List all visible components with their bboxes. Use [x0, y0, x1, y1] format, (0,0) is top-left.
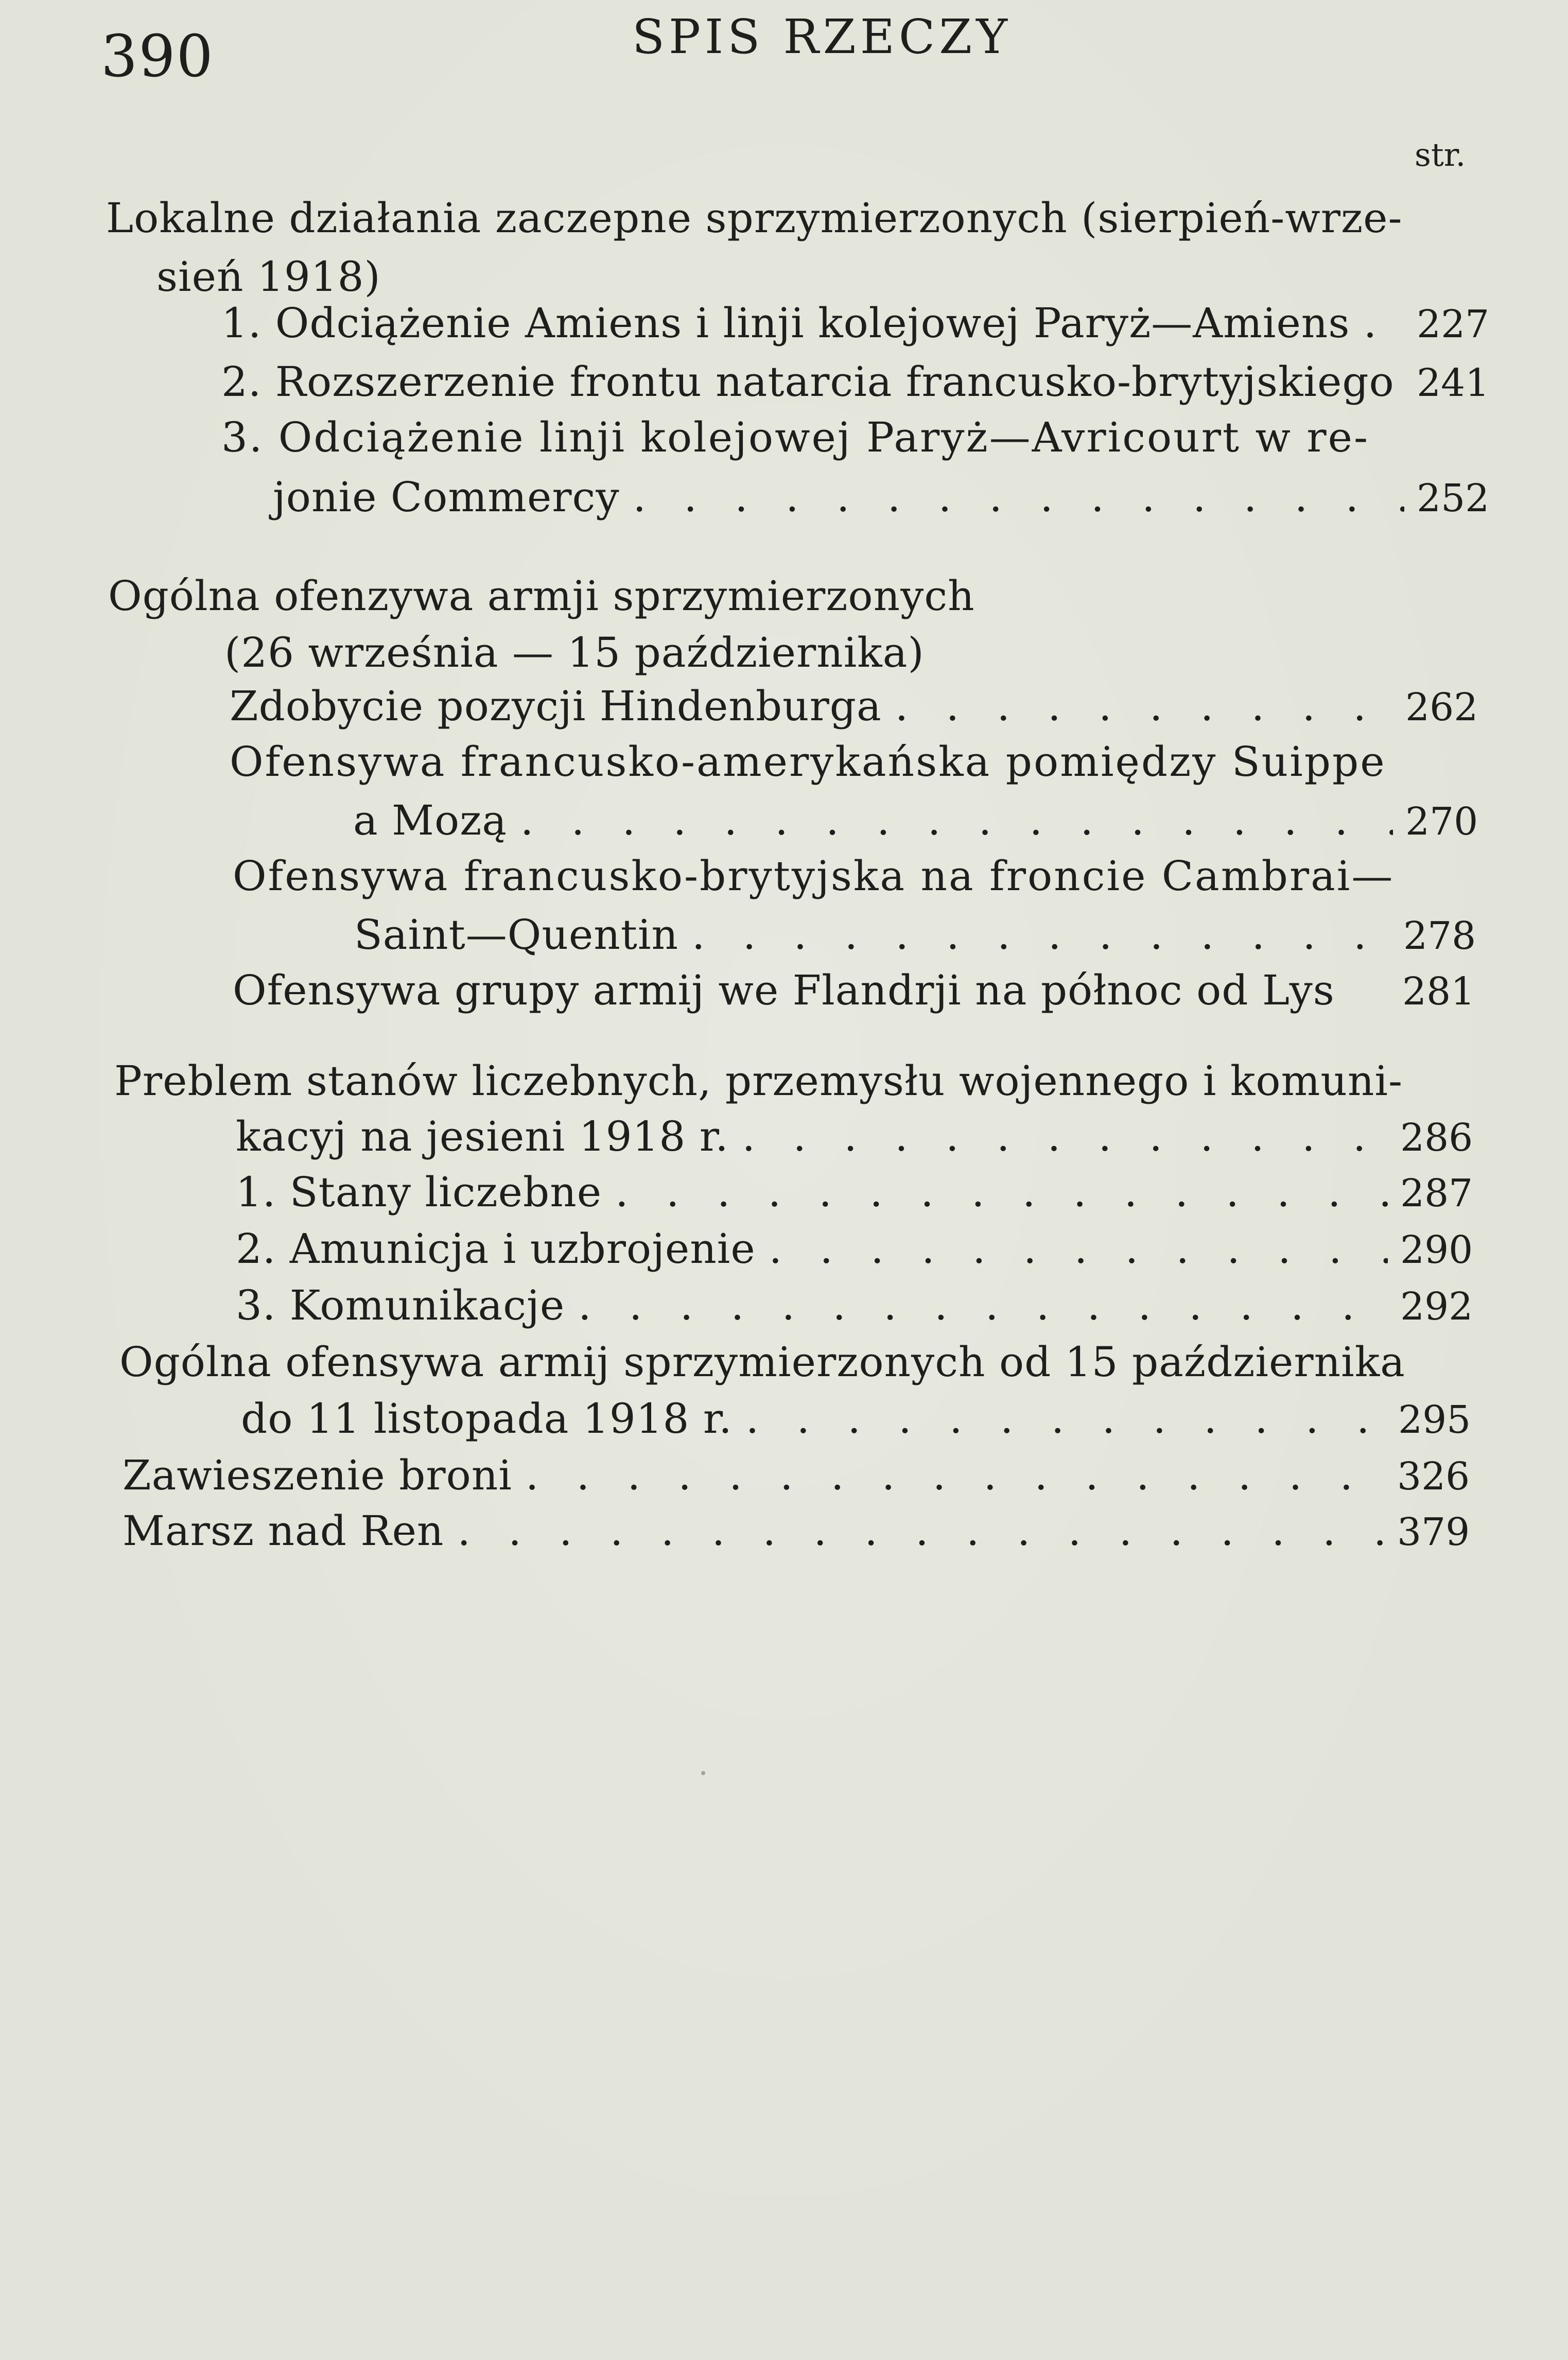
toc-page-number: 295 [1398, 1398, 1471, 1442]
toc-section-heading [114, 1052, 1453, 1110]
toc-entry-text: 2. Rozszerzenie frontu natarcia francusko-brytyjskiego [221, 358, 1395, 406]
toc-entry-text: Saint—Quentin [354, 911, 678, 959]
toc-section-heading-continuation [224, 624, 1460, 682]
dot-leader [895, 678, 1393, 735]
dot-leader [578, 1277, 1388, 1334]
toc-entry-text: jonie Commercy [273, 473, 620, 521]
toc-heading-text: do 11 listopada 1918 r. [241, 1395, 733, 1443]
toc-entry-text: Ofensywa francusko-brytyjska na froncie Cambrai— [233, 852, 1395, 900]
toc-entry-continuation [273, 468, 1490, 526]
toc-section-heading [119, 1333, 1478, 1391]
toc-heading-text: sień 1918) [156, 253, 381, 301]
toc-heading-text: (26 września — 15 października) [224, 629, 925, 676]
dot-leader [746, 1390, 1386, 1448]
paper-speck [701, 1771, 705, 1775]
toc-page-number: 241 [1417, 361, 1490, 405]
toc-section-heading-continuation [241, 1390, 1471, 1448]
toc-entry [233, 962, 1475, 1019]
toc-page-number: 286 [1400, 1116, 1473, 1160]
toc-heading-text: Lokalne działania zaczepne sprzymierzonych (sierpień-wrze- [106, 194, 1403, 242]
toc-section-heading-continuation [236, 1108, 1473, 1166]
toc-entry-text: 3. Odciążenie linji kolejowej Paryż—Avricourt w re- [221, 413, 1370, 461]
toc-entry-text: 3. Komunikacje [236, 1281, 565, 1329]
toc-section-heading [106, 189, 1426, 247]
toc-entry-text: Ofensywa grupy armij we Flandrji na północ od Lys [233, 966, 1335, 1014]
toc-entry [221, 409, 1405, 466]
toc-page-number: 287 [1400, 1171, 1473, 1216]
toc-entry-continuation [353, 792, 1478, 849]
toc-entry [236, 1164, 1473, 1221]
toc-entry [230, 678, 1478, 735]
toc-entry-text: Zdobycie pozycji Hindenburga [230, 682, 882, 730]
toc-section-heading [123, 1502, 1470, 1560]
dot-leader [742, 1108, 1388, 1166]
toc-page-number: 290 [1400, 1228, 1473, 1272]
toc-entry-text: Ofensywa francusko-amerykańska pomiędzy Suippe [230, 738, 1386, 786]
toc-entry-text: 2. Amunicja i uzbrojenie [236, 1225, 756, 1273]
dot-leader [615, 1164, 1388, 1221]
page-number: 390 [101, 23, 214, 90]
toc-page-number: 326 [1397, 1454, 1470, 1499]
dot-leader [457, 1502, 1385, 1560]
toc-section-heading [123, 1447, 1470, 1504]
toc-entry [221, 353, 1490, 411]
toc-heading-text: Zawieszenie broni [123, 1451, 512, 1499]
dot-leader [769, 1220, 1388, 1278]
toc-entry [236, 1220, 1473, 1278]
toc-entry [236, 1277, 1473, 1334]
toc-page-number: 379 [1397, 1510, 1470, 1554]
toc-page-number: 262 [1405, 685, 1478, 730]
toc-heading-text: Ogólna ofenzywa armji sprzymierzonych [108, 572, 975, 620]
dot-leader [520, 792, 1393, 849]
toc-page-number: 252 [1417, 476, 1490, 520]
toc-page-number: 278 [1403, 914, 1476, 958]
toc-entry-text: a Mozą [353, 796, 508, 844]
dot-leader [692, 906, 1391, 964]
running-title: SPIS RZECZY [632, 9, 1012, 64]
toc-heading-text: Preblem stanów liczebnych, przemysłu wojennego i komuni- [114, 1057, 1403, 1105]
toc-entry-continuation [354, 906, 1476, 964]
toc-page-number: 227 [1417, 302, 1490, 346]
toc-entry [221, 294, 1490, 352]
toc-section-heading [108, 567, 1447, 625]
page-column-label: str. [1415, 136, 1466, 173]
toc-heading-text: Marsz nad Ren [123, 1507, 444, 1555]
toc-entry-text: 1. Stany liczebne [236, 1168, 602, 1216]
toc-page-number: 292 [1400, 1285, 1473, 1329]
toc-heading-text: Ogólna ofensywa armij sprzymierzonych od 15 października [119, 1338, 1405, 1386]
toc-entry [230, 733, 1408, 791]
dot-leader [633, 468, 1404, 526]
toc-entry [233, 847, 1412, 905]
dot-leader [526, 1447, 1385, 1504]
toc-page-number: 270 [1405, 800, 1478, 844]
toc-page-number: 281 [1402, 969, 1475, 1014]
toc-heading-text: kacyj na jesieni 1918 r. [236, 1113, 729, 1160]
toc-entry-text: 1. Odciążenie Amiens i linji kolejowej Paryż—Amiens . [221, 299, 1378, 347]
